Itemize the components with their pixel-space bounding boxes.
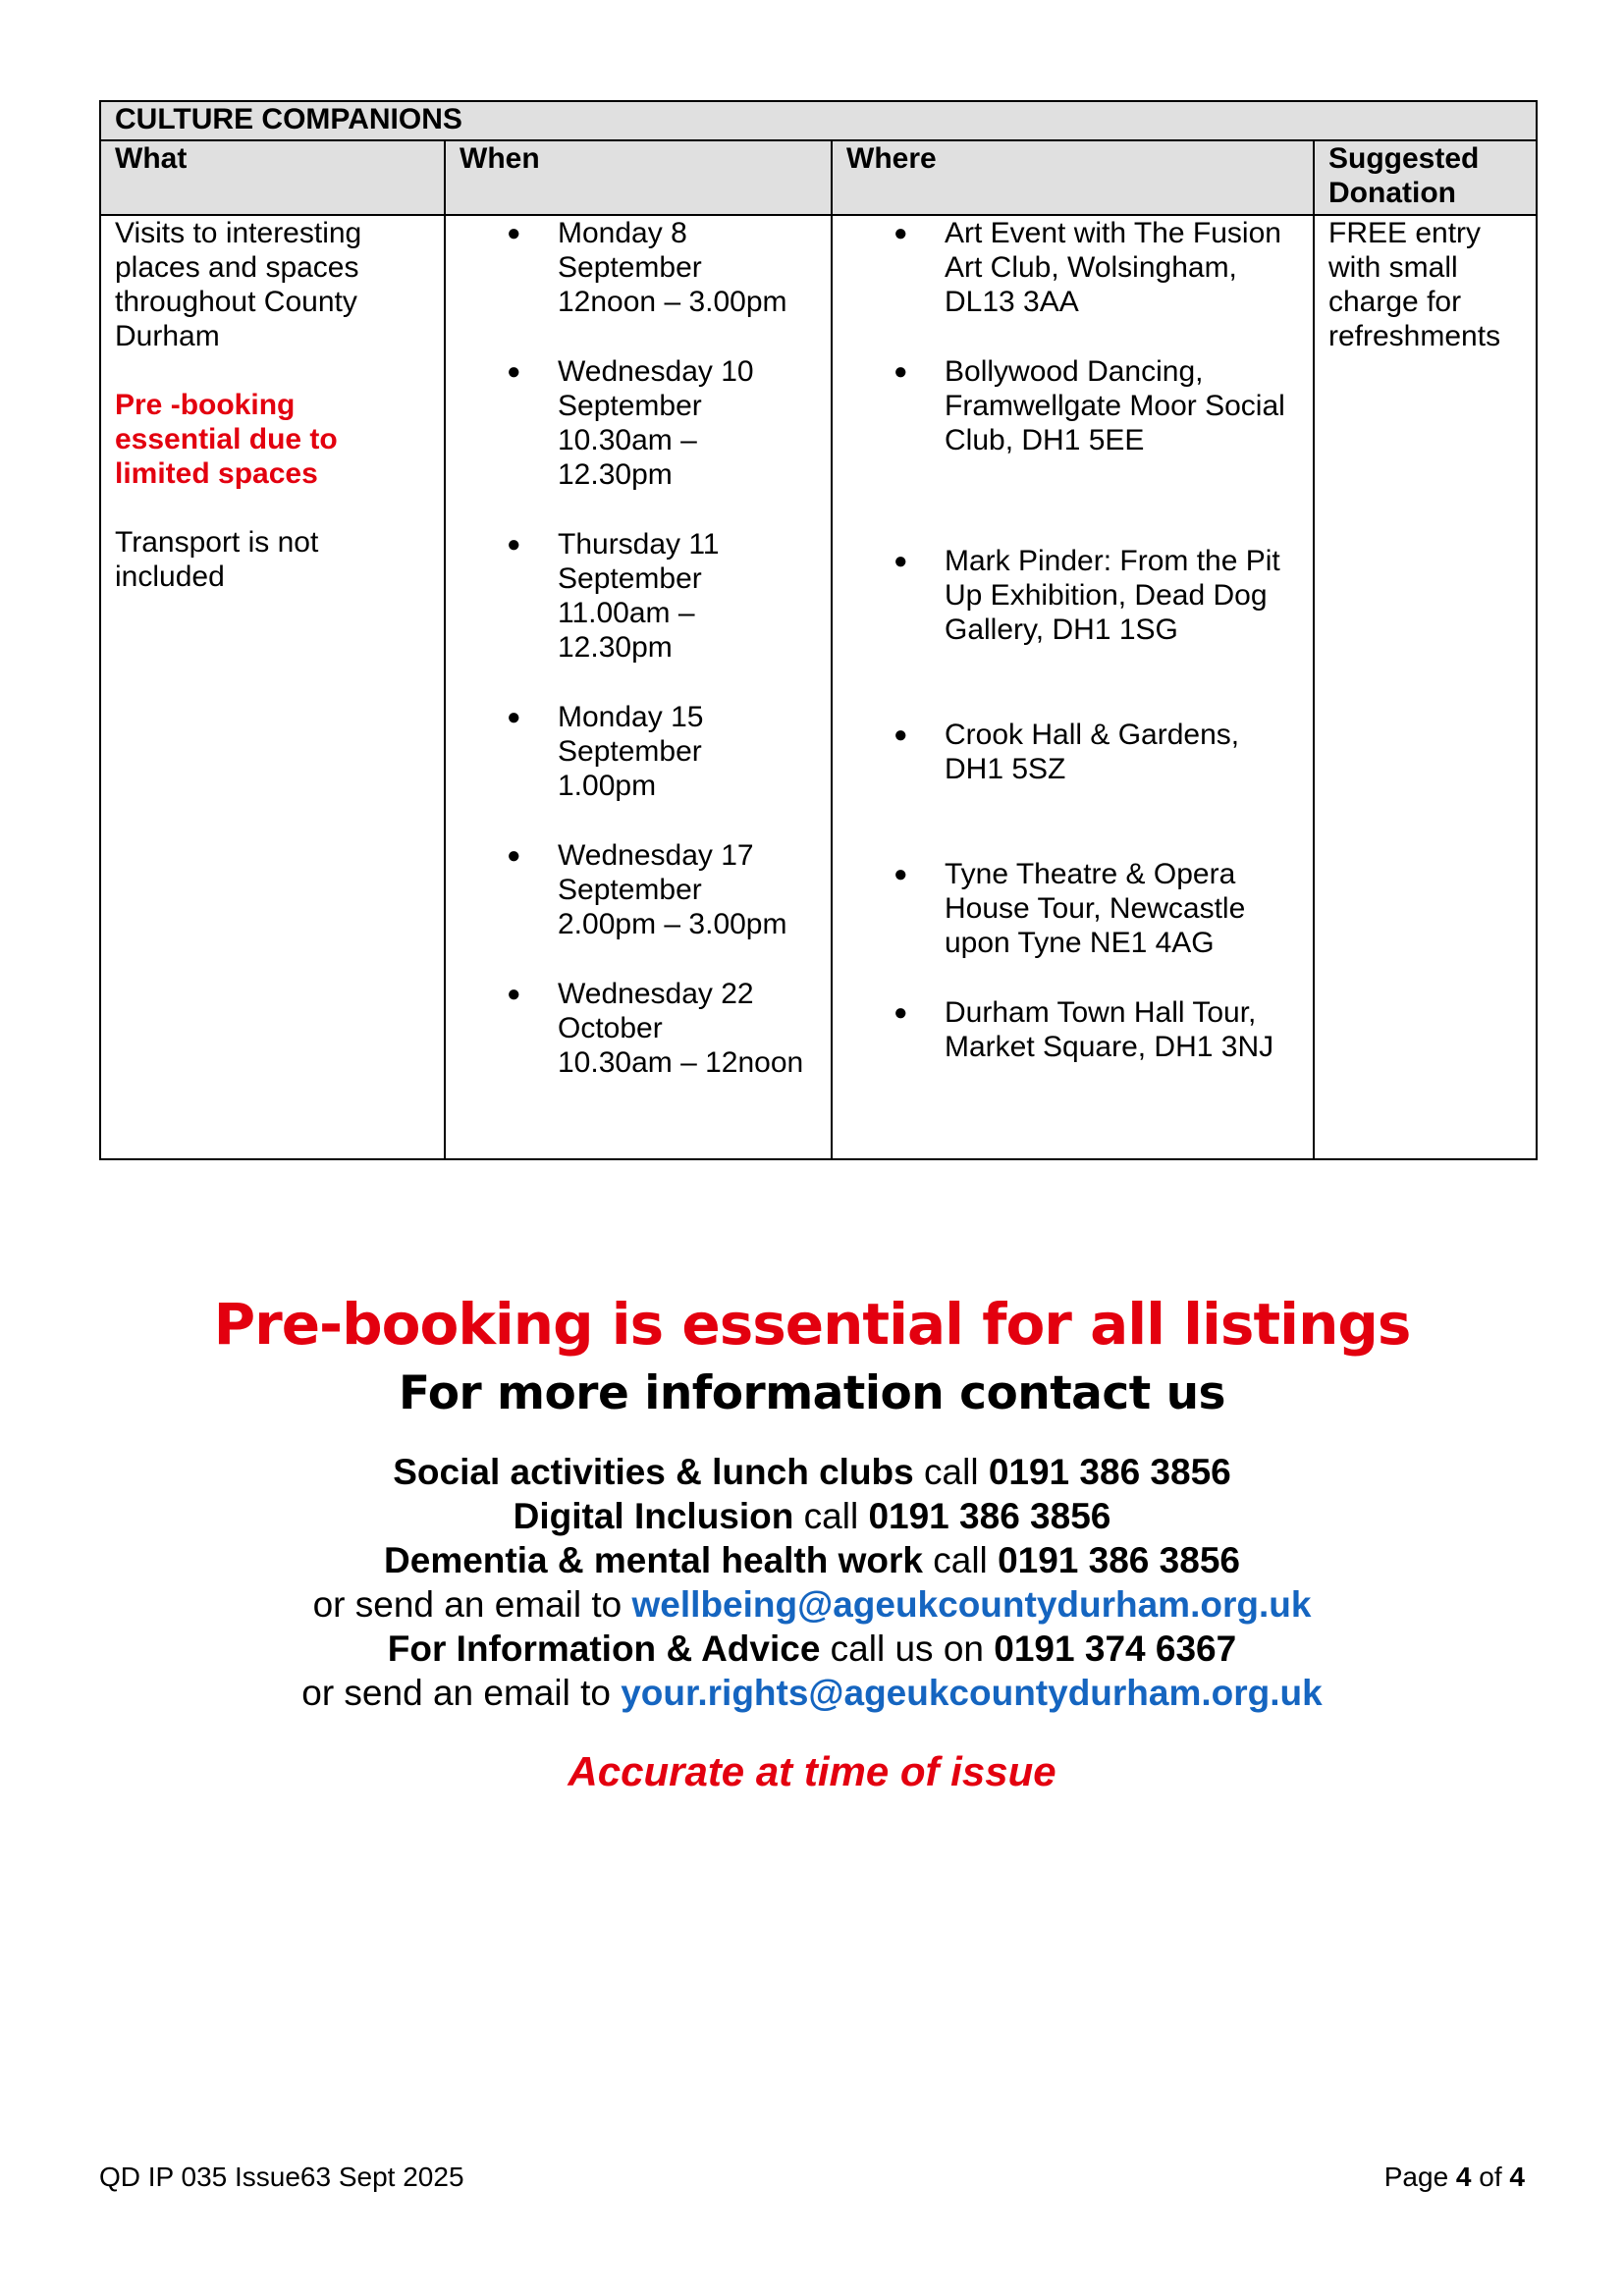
phone-number[interactable]: 0191 386 3856 xyxy=(868,1496,1111,1536)
email-link[interactable]: wellbeing@ageukcountydurham.org.uk xyxy=(631,1584,1312,1625)
list-item: ● Wednesday 10 September 10.30am – 12.30pm xyxy=(507,355,754,491)
header-donation-line: Suggested xyxy=(1328,142,1480,175)
bullet-icon: ● xyxy=(893,999,908,1026)
culture-companions-table xyxy=(99,100,1538,1160)
list-item: ● Tyne Theatre & Opera House Tour, Newcastle upon Tyne NE1 4AG xyxy=(893,858,1246,959)
table-title: CULTURE COMPANIONS xyxy=(100,101,1537,140)
header-when: When xyxy=(445,140,832,215)
bullet-icon: ● xyxy=(507,704,521,730)
bullet-icon: ● xyxy=(893,721,908,748)
bullet-icon: ● xyxy=(893,861,908,887)
contact-line-advice: For Information & Advice call us on 0191 374 6367 xyxy=(387,1629,1237,1669)
prebooking-warning xyxy=(115,388,430,491)
bullet-icon: ● xyxy=(893,220,908,246)
text-line: Visits to interesting xyxy=(115,217,362,249)
list-item: ● Mark Pinder: From the Pit Up Exhibition, Dead Dog Gallery, DH1 1SG xyxy=(893,545,1280,646)
when-cell xyxy=(445,215,832,1159)
what-cell xyxy=(100,215,445,1159)
list-item: ● Art Event with The Fusion Art Club, Wolsingham, DL13 3AA xyxy=(893,217,1281,318)
text-line: with small xyxy=(1328,251,1458,284)
when-list xyxy=(460,216,817,1080)
bullet-icon: ● xyxy=(507,981,521,1007)
accuracy-note: Accurate at time of issue xyxy=(568,1748,1056,1794)
phone-number[interactable]: 0191 386 3856 xyxy=(998,1540,1240,1580)
list-item: ● Wednesday 22 October 10.30am – 12noon xyxy=(507,978,804,1079)
header-what: What xyxy=(100,140,445,215)
list-item: ● Bollywood Dancing, Framwellgate Moor Social Club, DH1 5EE xyxy=(893,355,1285,456)
list-item: ● Crook Hall & Gardens, DH1 5SZ xyxy=(893,719,1240,785)
contact-line-digital: Digital Inclusion call 0191 386 3856 xyxy=(513,1496,1111,1536)
text-line: places and spaces xyxy=(115,251,359,284)
bullet-icon: ● xyxy=(507,842,521,869)
text-line: FREE entry xyxy=(1328,217,1482,249)
text-line: included xyxy=(115,561,225,593)
text-line: Pre -booking xyxy=(115,389,296,421)
contact-line-dementia: Dementia & mental health work call 0191 386 3856 xyxy=(384,1540,1240,1580)
text-line: refreshments xyxy=(1328,320,1501,352)
bullet-icon: ● xyxy=(507,220,521,246)
phone-number[interactable]: 0191 386 3856 xyxy=(988,1452,1231,1492)
contact-subhead: For more information contact us xyxy=(399,1366,1225,1420)
list-item: ● Monday 8 September 12noon – 3.00pm xyxy=(507,217,787,318)
list-item: ● Durham Town Hall Tour, Market Square, DH1 3NJ xyxy=(893,996,1274,1063)
prebooking-headline: Pre-booking is essential for all listings xyxy=(213,1291,1411,1358)
bullet-icon: ● xyxy=(507,531,521,558)
contact-line-email-rights: or send an email to your.rights@ageukcountydurham.org.uk xyxy=(301,1673,1323,1713)
list-item: ● Monday 15 September 1.00pm xyxy=(507,701,704,802)
contact-line-email-wellbeing: or send an email to wellbeing@ageukcountydurham.org.uk xyxy=(312,1584,1312,1625)
header-where: Where xyxy=(832,140,1314,215)
text-line: throughout County xyxy=(115,286,357,318)
phone-number[interactable]: 0191 374 6367 xyxy=(994,1629,1237,1669)
text-line: Transport is not xyxy=(115,526,319,559)
email-link[interactable]: your.rights@ageukcountydurham.org.uk xyxy=(621,1673,1323,1713)
text-line: charge for xyxy=(1328,286,1462,318)
contact-line-social: Social activities & lunch clubs call 0191 386 3856 xyxy=(393,1452,1231,1492)
text-line: essential due to xyxy=(115,423,338,455)
what-description xyxy=(115,216,430,353)
bullet-icon: ● xyxy=(893,548,908,574)
document-reference: QD IP 035 Issue63 Sept 2025 xyxy=(99,2162,464,2192)
where-list xyxy=(846,216,1299,1064)
list-item: ● Wednesday 17 September 2.00pm – 3.00pm xyxy=(507,839,787,940)
contact-details xyxy=(0,1450,1624,1715)
donation-cell xyxy=(1314,215,1537,1159)
text-line: limited spaces xyxy=(115,457,318,490)
bullet-icon: ● xyxy=(507,358,521,385)
page-number: Page 4 of 4 xyxy=(1383,2162,1525,2192)
bullet-icon: ● xyxy=(893,358,908,385)
text-line: Durham xyxy=(115,320,220,352)
where-cell xyxy=(832,215,1314,1159)
list-item: ● Thursday 11 September 11.00am – 12.30pm xyxy=(507,528,720,664)
transport-note xyxy=(115,525,430,594)
header-donation-line: Donation xyxy=(1328,177,1456,209)
header-donation xyxy=(1314,140,1537,215)
